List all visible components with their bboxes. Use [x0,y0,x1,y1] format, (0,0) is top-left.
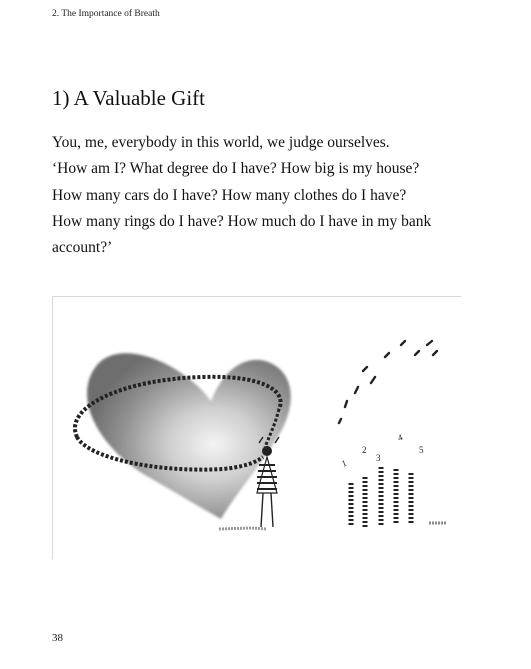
post-number: 1 [340,457,348,469]
paragraph-line: How many rings do I have? How much do I have in my bank [52,212,432,230]
paragraph-line: account?’ [52,239,113,257]
post-number: 4 [396,431,404,443]
striped-posts [351,467,411,527]
running-header: 2. The Importance of Breath [52,9,160,19]
paragraph-line: ‘How am I? What degree do I have? How big is my house? [52,160,420,178]
page-number: 38 [52,632,63,644]
heart-illustration [52,296,461,559]
paragraph-line: How many cars do I have? How many clothes do I have? [52,186,407,204]
ground-left [219,528,267,529]
post-number: 5 [419,445,424,455]
body-paragraph [52,130,472,261]
paragraph-line: You, me, everybody in this world, we judge ourselves. [52,134,390,151]
section-title: 1) A Valuable Gift [52,86,206,110]
flying-birds [339,341,437,423]
post-number: 2 [362,445,367,455]
post-number: 3 [376,453,381,463]
